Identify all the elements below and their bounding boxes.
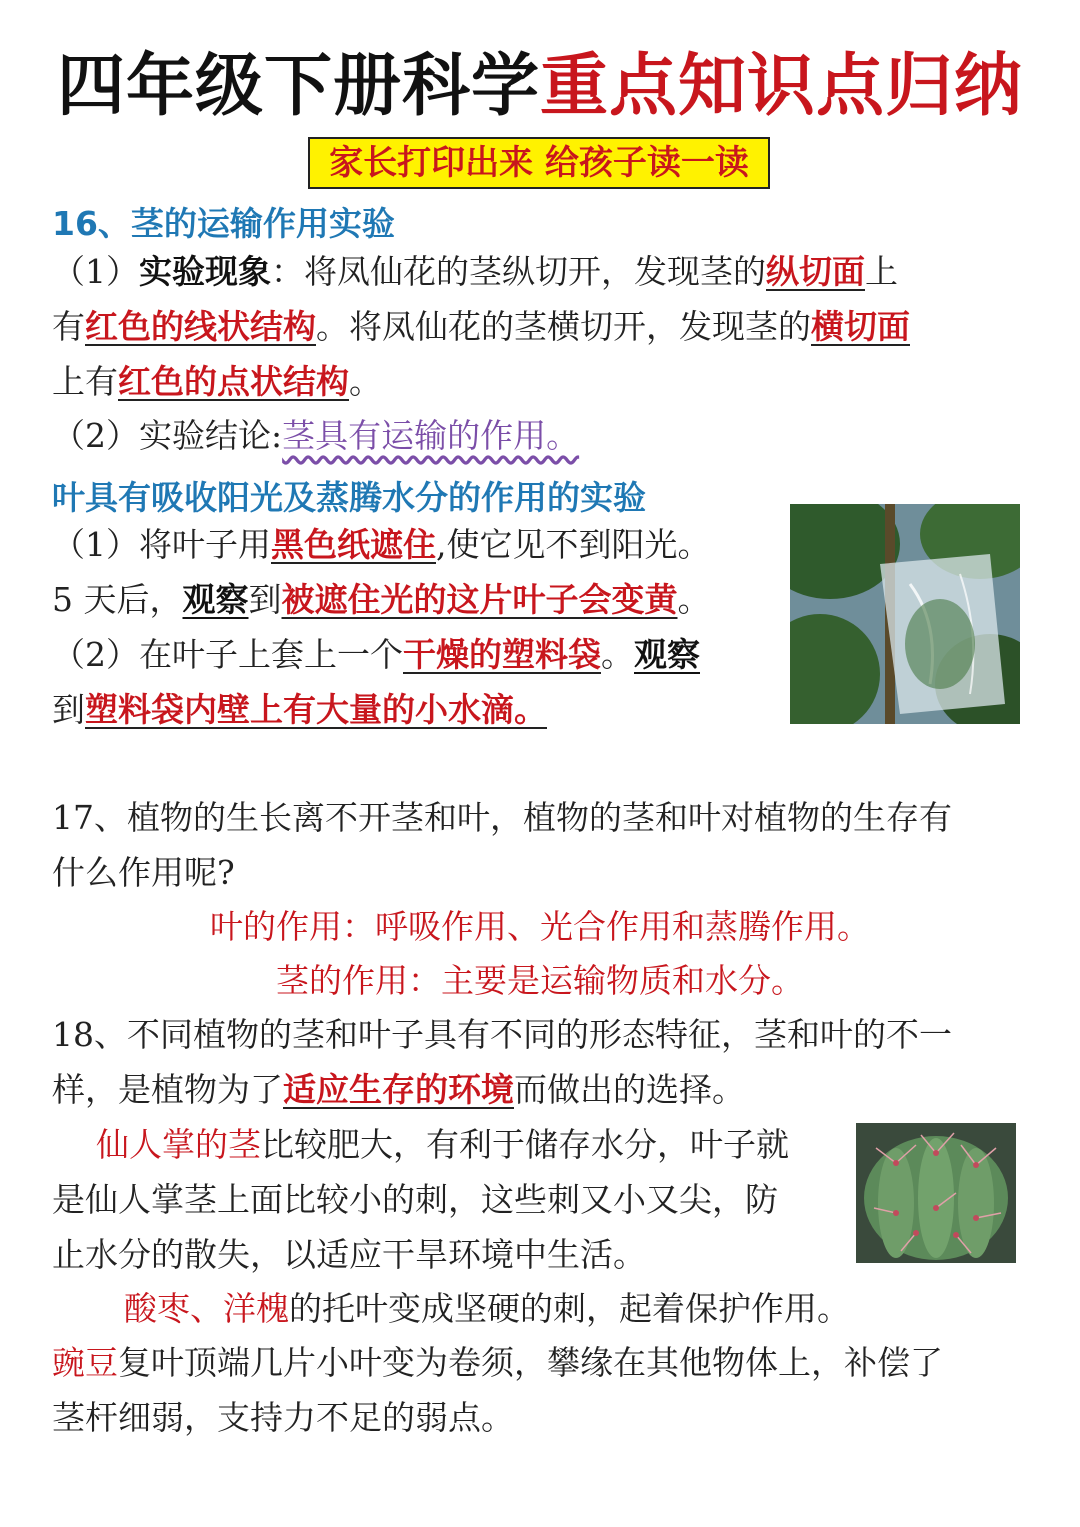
text-span: 样，是植物为了 [52,1070,283,1109]
text-span: 。将凤仙花的茎横切开，发现茎的 [316,307,811,346]
text-span: 5 天后， [52,580,183,619]
text-span: 到 [52,690,85,729]
keyword: 干燥的塑料袋 [403,635,601,674]
s16-line-1 [52,250,898,294]
text-span: 上有 [52,362,118,401]
parent-notice-banner: 家长打印出来 给孩子读一读 [308,137,770,189]
s18-jujube-line [124,1287,850,1331]
keyword: 黑色纸遮住 [271,525,436,564]
title-part-red: 重点知识点归纳 [540,47,1024,126]
text-span: ：将凤仙花的茎纵切开，发现茎的 [271,252,766,291]
text-span: 。 [677,580,711,619]
text-span: 。 [349,362,382,401]
keyword: 红色的线状结构 [85,307,316,346]
keyword: 塑料袋内壁上有大量的小水滴。 [85,690,547,729]
s18-line-1: 18、不同植物的茎和叶子具有不同的形态特征，茎和叶的不一 [52,1015,952,1054]
leaf-line-1 [52,523,711,567]
title-part-black: 四年级下册科学 [56,47,540,126]
text-span: （1） [52,252,139,291]
cactus-illustration [856,1123,1016,1263]
keyword: 适应生存的环境 [283,1070,514,1109]
leaf-plastic-bag-photo [790,504,1020,724]
s16-line-2 [52,305,910,349]
conclusion-text: 茎具有运输的作用。 [282,416,580,455]
leaf-bag-illustration [790,504,1020,724]
keyword: 横切面 [811,307,910,346]
leaf-line-3 [52,633,700,677]
s17-line-2: 什么作用呢? [52,853,235,892]
text-span: 复叶顶端几片小叶变为卷须，攀缘在其他物体上，补偿了 [118,1343,943,1382]
keyword: 豌豆 [52,1343,118,1382]
s18-line-2 [52,1068,745,1112]
leaf-line-2 [52,578,711,622]
leaf-function-answer: 叶的作用：呼吸作用、光合作用和蒸腾作用。 [210,907,870,946]
label-bold: 实验现象 [139,252,271,291]
s16-line-4 [52,414,579,458]
keyword: 观察 [182,580,249,619]
text-span: 比较肥大，有利于储存水分，叶子就 [261,1125,789,1164]
text-span: （2）实验结论: [52,416,283,455]
text-span: 。 [601,635,634,674]
text-span: 而做出的选择。 [514,1070,745,1109]
keyword: 酸枣、洋槐 [124,1289,289,1328]
section-16-heading: 16、茎的运输作用实验 [52,204,395,243]
cactus-photo [856,1123,1016,1263]
stem-function-answer: 茎的作用：主要是运输物质和水分。 [276,961,804,1000]
keyword: 被遮住光的这片叶子会变黄 [281,580,678,619]
s16-line-3 [52,360,382,404]
text-span: 上 [865,252,898,291]
text-span: （1）将叶子用 [52,525,271,564]
leaf-experiment-heading: 叶具有吸收阳光及蒸腾水分的作用的实验 [52,478,646,517]
s18-cactus-line-3: 止水分的散失，以适应干旱环境中生活。 [52,1235,646,1274]
text-span: ,使它见不到阳光。 [436,525,711,564]
text-span: 的托叶变成坚硬的刺，起着保护作用。 [289,1289,850,1328]
text-span: （2）在叶子上套上一个 [52,635,403,674]
leaf-line-4 [52,688,547,732]
text-span: 到 [248,580,282,619]
s18-pea-line-2: 茎杆细弱，支持力不足的弱点。 [52,1398,514,1437]
keyword: 仙人掌的茎 [96,1125,261,1164]
keyword: 纵切面 [766,252,865,291]
s17-line-1: 17、植物的生长离不开茎和叶，植物的茎和叶对植物的生存有 [52,798,952,837]
s18-cactus-line-2: 是仙人掌茎上面比较小的刺，这些刺又小又尖，防 [52,1180,778,1219]
s18-cactus-line-1 [96,1123,789,1167]
page-title [0,42,1080,132]
keyword: 观察 [634,635,700,674]
text-span: 有 [52,307,85,346]
s18-pea-line-1 [52,1341,943,1385]
keyword: 红色的点状结构 [118,362,349,401]
